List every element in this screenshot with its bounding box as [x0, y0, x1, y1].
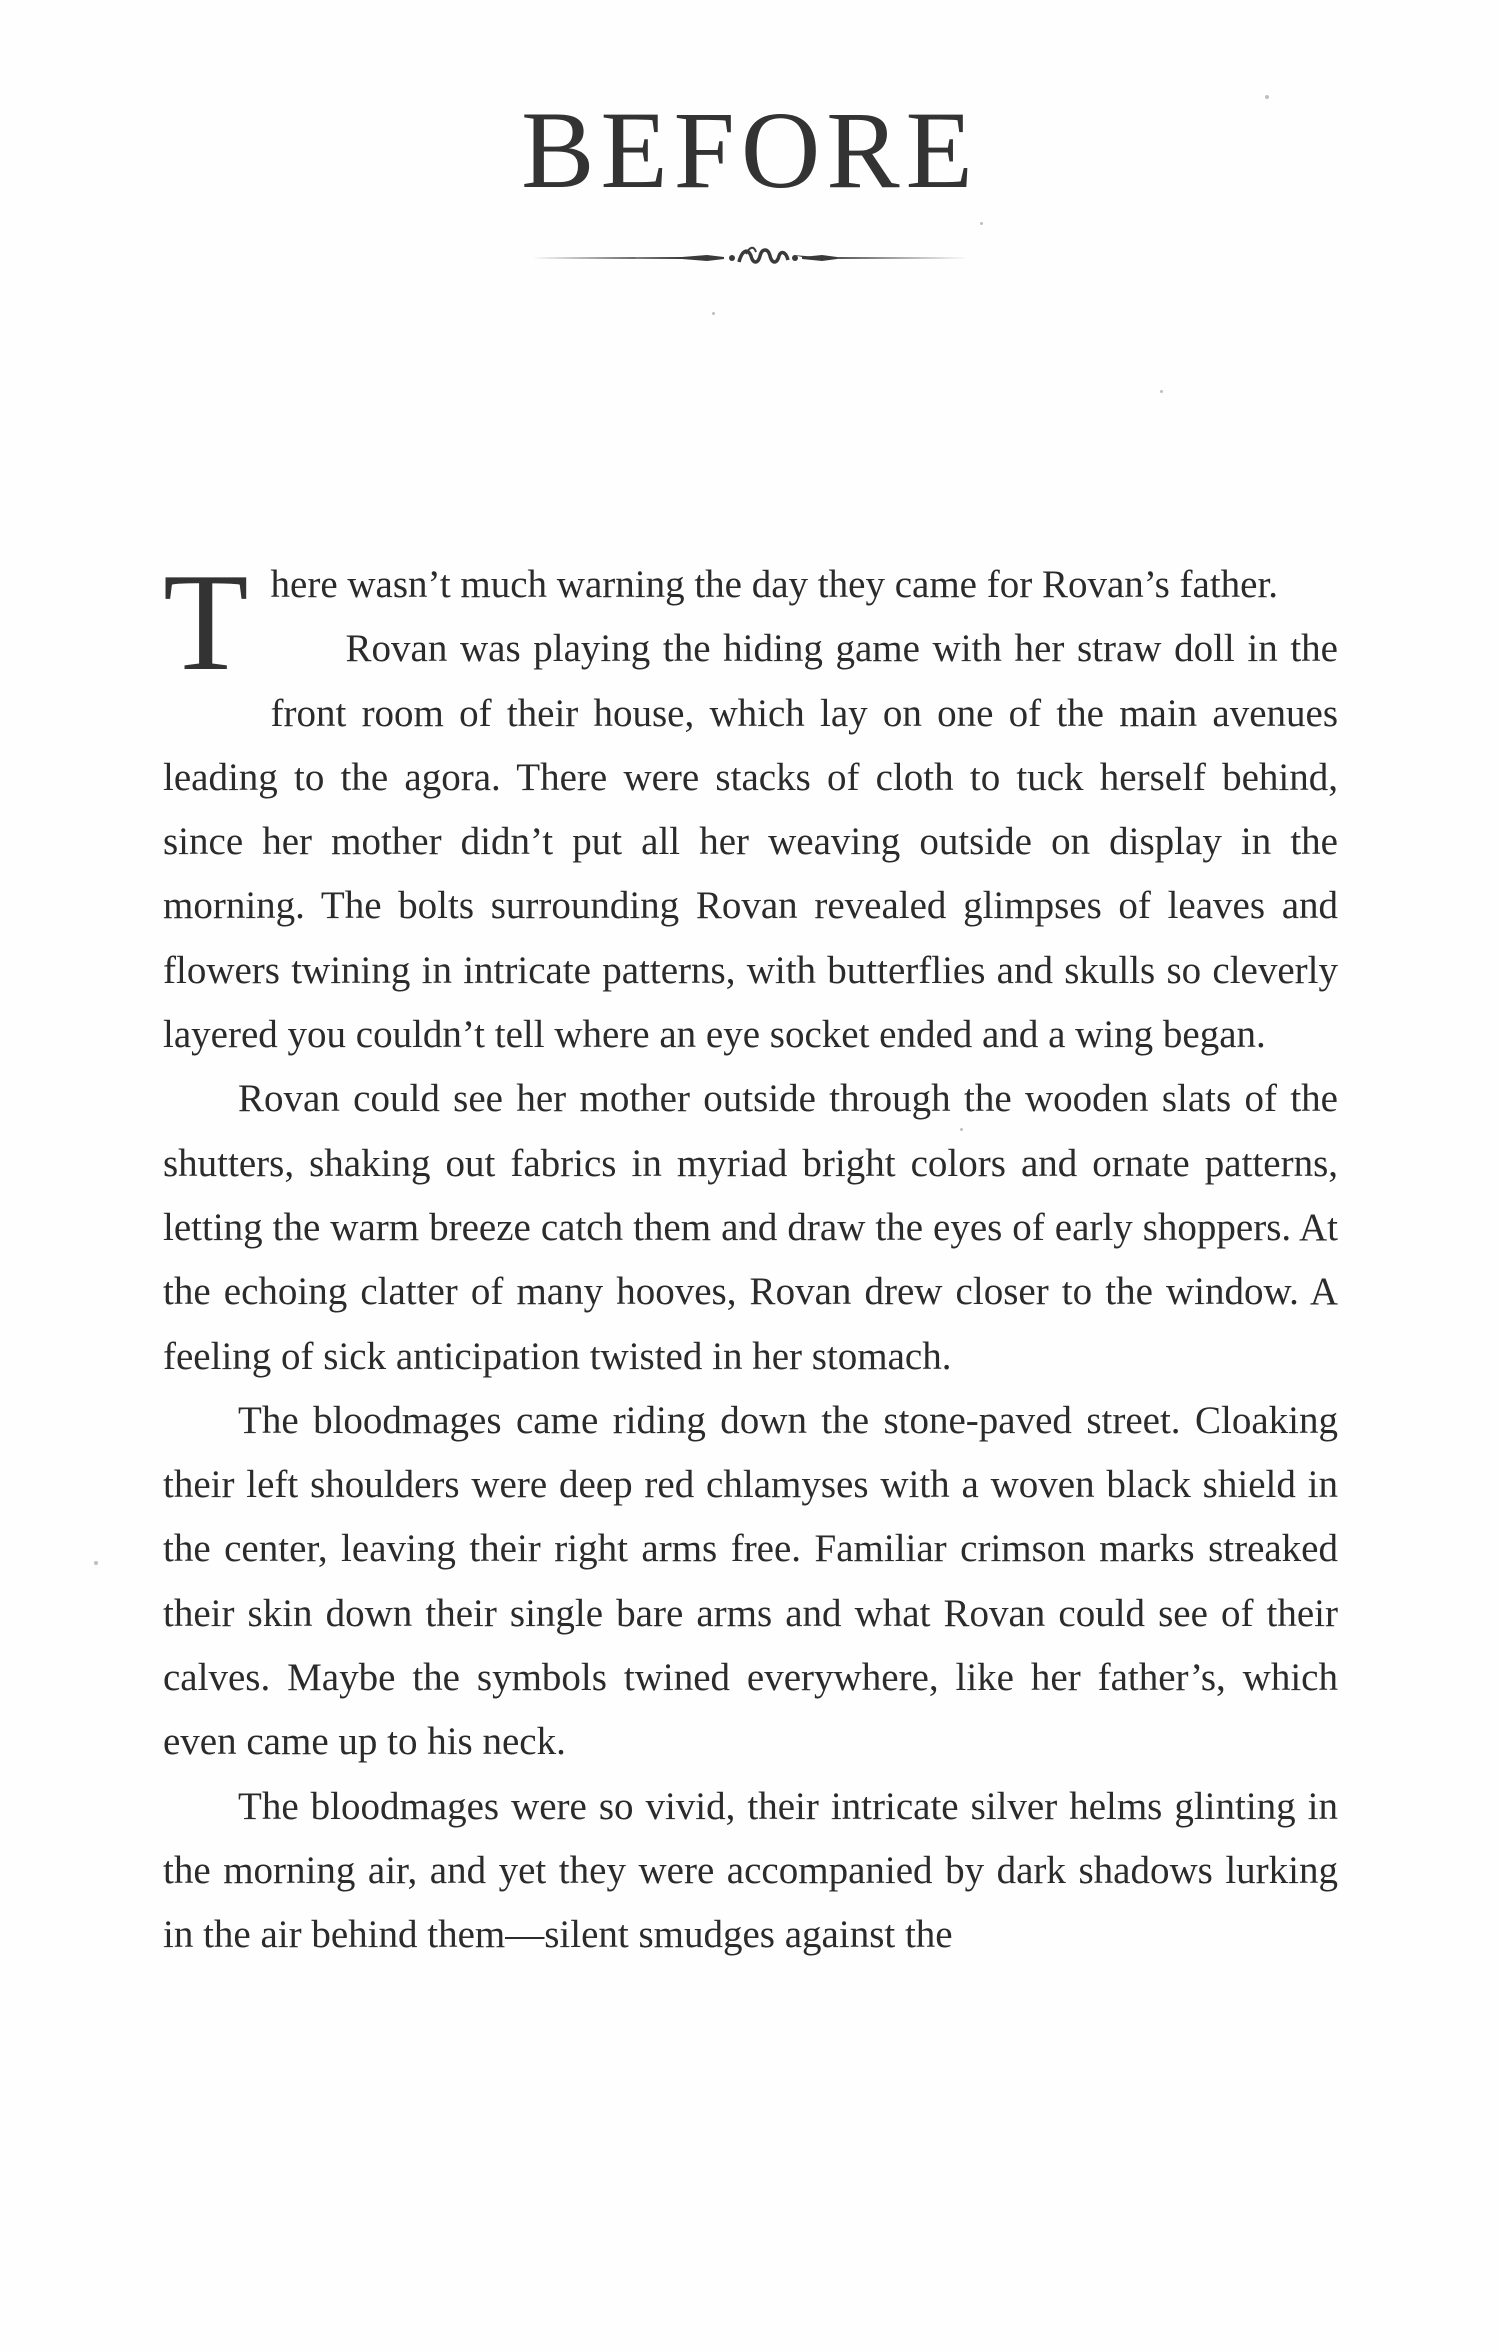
paper-speck — [1265, 95, 1269, 99]
paper-speck — [960, 1128, 963, 1131]
drop-cap: T — [163, 545, 249, 700]
paper-speck — [980, 222, 983, 225]
ornament-divider-icon — [532, 240, 968, 276]
paper-speck — [94, 1561, 98, 1565]
paragraph: Rovan was playing the hiding game with her straw doll in the front room of their house, which lay on one of the main avenues leading to the agora. There were stacks of cloth to tuck herself behind, since her mother didn’t put all her weaving outside on display in the morning. The bolts surrounding Rovan revealed glimpses of leaves and flowers twining in intricate patterns, with butterflies and skulls so cleverly layered you couldn’t tell where an eye socket ended and a wing began. — [163, 627, 1338, 1057]
paragraph-text: here wasn’t much warning the day they came for Rovan’s father. — [270, 563, 1279, 606]
chapter-title: BEFORE — [521, 89, 979, 211]
paragraph-opening — [163, 545, 1338, 700]
chapter-body-text — [163, 545, 1338, 1968]
paragraph: Rovan could see her mother outside through the wooden slats of the shutters, shaking out fabrics in myriad bright colors and ornate patterns, letting the warm breeze catch them and draw the eyes of early shoppers. At the echoing clatter of many hooves, Rovan drew closer to the window. A feeling of sick anticipation twisted in her stomach. — [163, 1077, 1338, 1378]
paragraph: The bloodmages were so vivid, their intricate silver helms glinting in the morning air, and yet they were accompanied by dark shadows lurking in the air behind them—silent smudges against the — [163, 1784, 1338, 1957]
paper-speck — [712, 312, 715, 315]
paper-speck — [1160, 390, 1163, 393]
paragraph: The bloodmages came riding down the stone-paved street. Cloaking their left shoulders were deep red chlamyses with a woven black shield in the center, leaving their right arms free. Familiar crimson marks streaked their skin down their single bare arms and what Rovan could see of their calves. Maybe the symbols twined everywhere, like her father’s, which even came up to his neck. — [163, 1398, 1338, 1764]
